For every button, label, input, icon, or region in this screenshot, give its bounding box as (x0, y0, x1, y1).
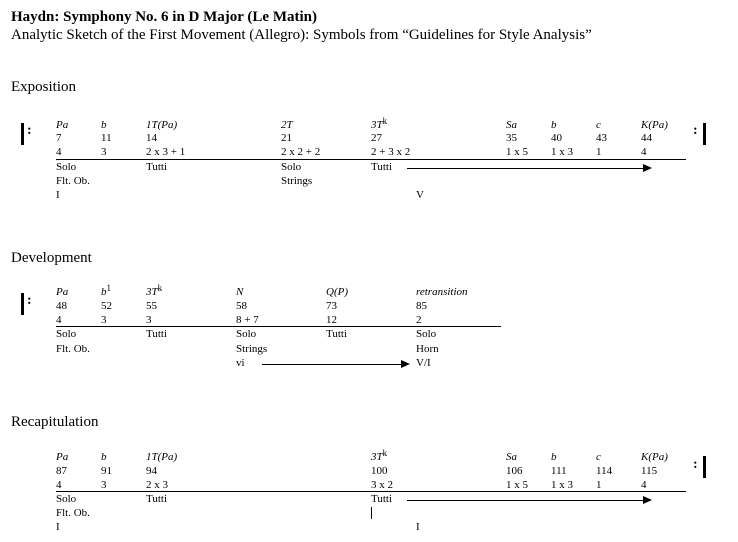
repeat-dots: : (693, 457, 698, 472)
phrase-length: 1 (596, 479, 602, 491)
key-label: I (56, 189, 60, 201)
development-heading: Development (11, 250, 92, 266)
phrase-length: 3 (146, 314, 152, 326)
orchestration: Tutti (146, 161, 168, 173)
measure-number: 91 (101, 465, 112, 477)
orchestration: Solo (236, 328, 257, 340)
orchestration: Tutti (371, 493, 393, 505)
section-rule (56, 326, 501, 327)
section-rule (56, 159, 686, 160)
orchestration: Strings (281, 175, 313, 187)
section-symbol: $b^1$ (101, 283, 111, 298)
measure-number: 27 (371, 132, 382, 144)
orchestration: Strings (236, 343, 268, 355)
measure-number: 85 (416, 300, 427, 312)
section-symbol: Pa (56, 451, 69, 463)
orchestration: Tutti (326, 328, 348, 340)
measure-number: 11 (101, 132, 112, 144)
measure-number: 21 (281, 132, 292, 144)
recapitulation-heading: Recapitulation (11, 414, 99, 430)
phrase-length: 4 (56, 479, 62, 491)
repeat-dots: : (693, 123, 698, 138)
page-subtitle: Analytic Sketch of the First Movement (Allegro): Symbols from “Guidelines for Style Analysis” (11, 27, 592, 43)
arrow-head-icon (643, 164, 652, 172)
measure-number: 52 (101, 300, 112, 312)
section-symbol: b (551, 119, 557, 131)
measure-number: 106 (506, 465, 523, 477)
measure-number: 58 (236, 300, 247, 312)
repeat-end-bar (703, 123, 706, 145)
section-symbol: Pa (56, 119, 69, 131)
orchestration: Tutti (146, 328, 168, 340)
orchestration: Solo (56, 328, 77, 340)
measure-number: 7 (56, 132, 62, 144)
repeat-start-bar (21, 293, 24, 315)
section-symbol: $3T^k$ (146, 283, 163, 298)
measure-number: 94 (146, 465, 157, 477)
phrase-length: 4 (641, 479, 647, 491)
phrase-length: 8 + 7 (236, 314, 259, 326)
section-rule (56, 491, 686, 492)
section-symbol: c (596, 119, 601, 131)
section-symbol: c (596, 451, 601, 463)
key-label: V (416, 189, 424, 201)
orchestration: Solo (56, 161, 77, 173)
section-symbol: 2T (281, 119, 293, 131)
measure-number: 14 (146, 132, 157, 144)
orchestration: Flt. Ob. (56, 507, 90, 519)
section-symbol: b (551, 451, 557, 463)
measure-number: 35 (506, 132, 517, 144)
phrase-length: 4 (641, 146, 647, 158)
section-symbol: $3T^k$ (371, 116, 388, 131)
section-symbol: N (236, 286, 244, 298)
key-label: vi (236, 357, 245, 369)
phrase-length: 1 (596, 146, 602, 158)
measure-number: 115 (641, 465, 658, 477)
key-label: I (56, 521, 60, 533)
section-symbol: Sa (506, 119, 517, 131)
phrase-length: 12 (326, 314, 337, 326)
measure-number: 114 (596, 465, 613, 477)
repeat-start-bar (21, 123, 24, 145)
divider-tick (371, 507, 372, 519)
measure-number: 48 (56, 300, 67, 312)
orchestration: Horn (416, 343, 439, 355)
measure-number: 73 (326, 300, 337, 312)
section-symbol: K(Pa) (641, 451, 668, 463)
phrase-length: 3 (101, 146, 107, 158)
tonal-arrow (407, 500, 643, 501)
phrase-length: 2 x 3 + 1 (146, 146, 186, 158)
section-symbol: b (101, 451, 107, 463)
orchestration: Flt. Ob. (56, 175, 90, 187)
section-symbol: b (101, 119, 107, 131)
orchestration: Solo (56, 493, 77, 505)
phrase-length: 3 (101, 479, 107, 491)
orchestration: Solo (416, 328, 437, 340)
repeat-end-bar (703, 456, 706, 478)
section-symbol: Pa (56, 286, 69, 298)
section-symbol: Q(P) (326, 286, 348, 298)
measure-number: 43 (596, 132, 607, 144)
measure-number: 55 (146, 300, 157, 312)
tonal-arrow (407, 168, 643, 169)
exposition-heading: Exposition (11, 79, 77, 95)
orchestration: Flt. Ob. (56, 343, 90, 355)
phrase-length: 3 x 2 (371, 479, 393, 491)
orchestration: Tutti (146, 493, 168, 505)
orchestration: Solo (281, 161, 302, 173)
phrase-length: 4 (56, 314, 62, 326)
section-symbol: 1T(Pa) (146, 451, 178, 463)
phrase-length: 1 x 5 (506, 146, 528, 158)
phrase-length: 3 (101, 314, 107, 326)
phrase-length: 1 x 3 (551, 146, 573, 158)
phrase-length: 2 x 3 (146, 479, 168, 491)
phrase-length: 2 (416, 314, 422, 326)
phrase-length: 2 x 2 + 2 (281, 146, 321, 158)
arrow-head-icon (401, 360, 410, 368)
phrase-length: 1 x 5 (506, 479, 528, 491)
measure-number: 100 (371, 465, 388, 477)
page-title: Haydn: Symphony No. 6 in D Major (Le Matin) (11, 9, 317, 25)
repeat-dots: : (27, 293, 32, 308)
repeat-dots: : (27, 123, 32, 138)
orchestration: Tutti (371, 161, 393, 173)
section-symbol: 1T(Pa) (146, 119, 178, 131)
phrase-length: 2 + 3 x 2 (371, 146, 411, 158)
section-symbol: retransition (416, 286, 468, 298)
tonal-arrow (262, 364, 401, 365)
phrase-length: 4 (56, 146, 62, 158)
measure-number: 87 (56, 465, 67, 477)
arrow-head-icon (643, 496, 652, 504)
key-label: V/I (416, 357, 431, 369)
key-label: I (416, 521, 420, 533)
section-symbol: $3T^k$ (371, 448, 388, 463)
measure-number: 44 (641, 132, 652, 144)
phrase-length: 1 x 3 (551, 479, 573, 491)
measure-number: 40 (551, 132, 562, 144)
section-symbol: K(Pa) (641, 119, 668, 131)
section-symbol: Sa (506, 451, 517, 463)
measure-number: 111 (551, 465, 567, 477)
